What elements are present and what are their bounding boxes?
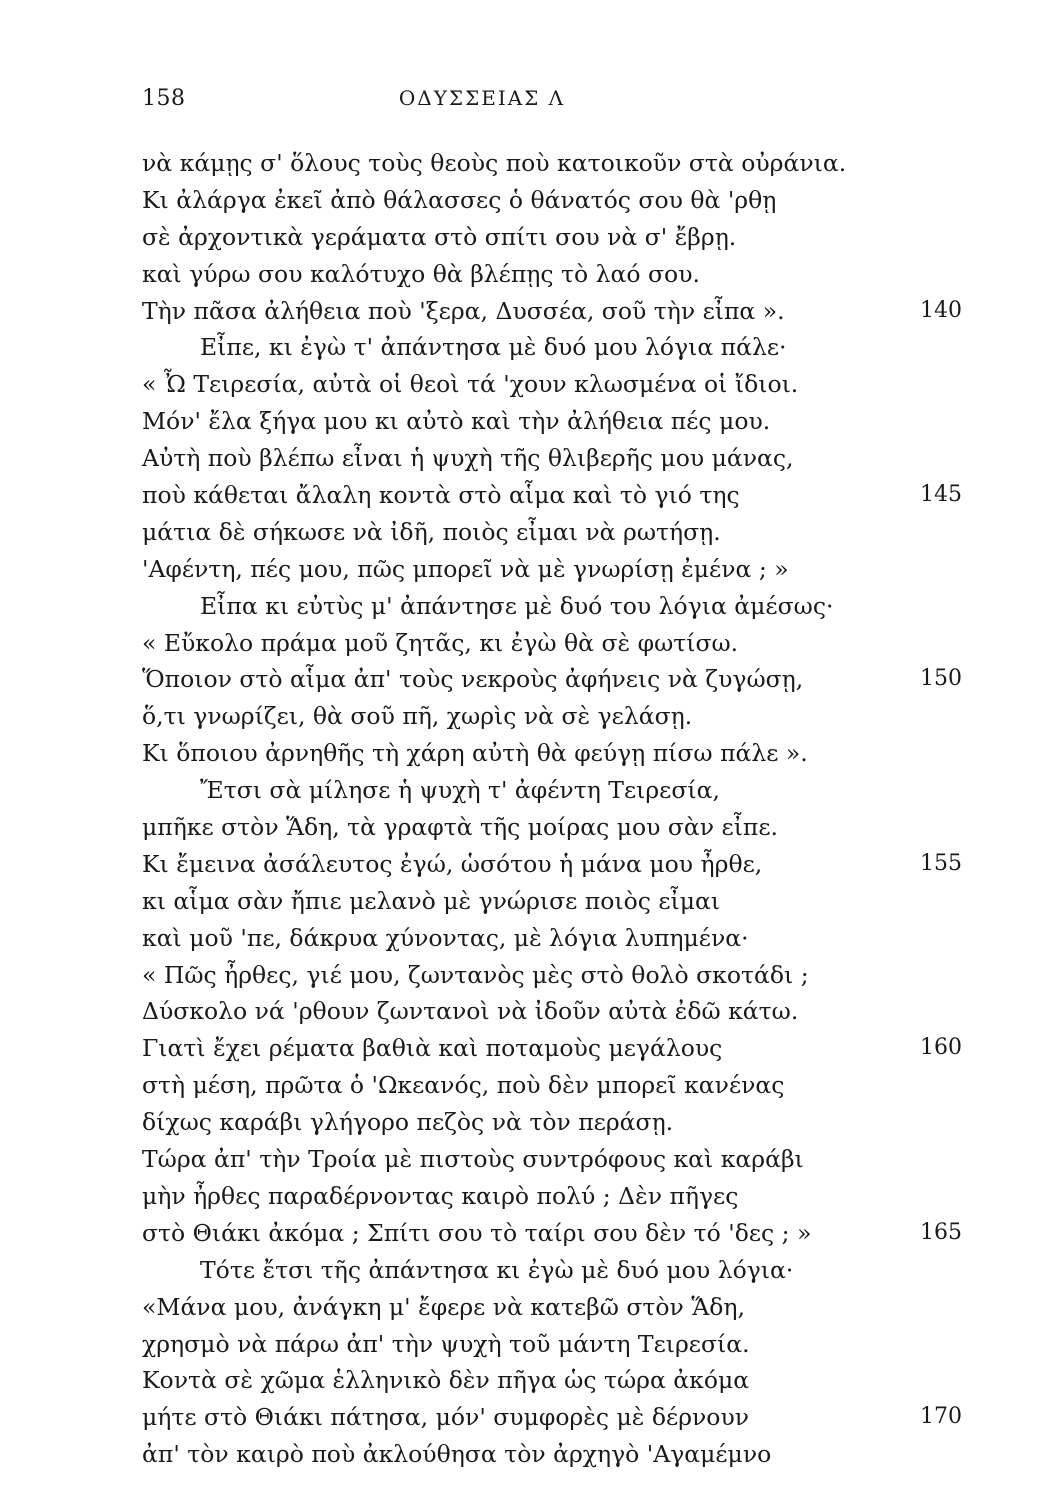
verse-line <box>142 366 962 403</box>
verse-line <box>142 1326 962 1363</box>
verse-text: Τότε ἔτσι τῆς ἀπάντησα κι ἐγὼ μὲ δυό μου λόγια· <box>200 1255 794 1284</box>
verse-line <box>142 1141 962 1178</box>
verse-text: Αὐτὴ ποὺ βλέπω εἶναι ἡ ψυχὴ τῆς θλιβερῆς μου μάνας, <box>142 444 794 473</box>
verse-text: μπῆκε στὸν Ἅδη, τὰ γραφτὰ τῆς μοίρας μου σὰν εἶπε. <box>142 813 779 842</box>
verse-line <box>142 403 962 440</box>
verse-text: Ὅποιον στὸ αἷμα ἀπ' τοὺς νεκροὺς ἀφήνεις νὰ ζυγώσῃ, <box>142 665 804 694</box>
verse-text: μὴν ἦρθες παραδέρνοντας καιρὸ πολύ ; Δὲν πῆγες <box>142 1181 739 1210</box>
verse-text: «Μάνα μου, ἀνάγκη μ' ἔφερε νὰ κατεβῶ στὸν Ἅδη, <box>142 1292 745 1321</box>
verse-line <box>142 1067 962 1104</box>
verse-text: « Ὦ Τειρεσία, αὐτὰ οἱ θεοὶ τά 'χουν κλωσμένα οἱ ἴδιοι. <box>142 370 799 399</box>
verse-text: ποὺ κάθεται ἄλαλη κοντὰ στὸ αἷμα καὶ τὸ γιό της <box>142 481 740 510</box>
verse-line <box>142 182 962 219</box>
verse-line <box>142 256 962 293</box>
verse-text: καὶ γύρω σου καλότυχο θὰ βλέπῃς τὸ λαό σου. <box>142 259 700 288</box>
verse-text: Κι ἀλάργα ἐκεῖ ἀπὸ θάλασσες ὁ θάνατός σου θὰ 'ρθῃ <box>142 185 777 214</box>
verse-line <box>142 957 962 994</box>
verse-text: Εἶπε, κι ἐγὼ τ' ἀπάντησα μὲ δυό μου λόγια πάλε· <box>200 333 787 362</box>
verse-line <box>142 514 962 551</box>
running-title: ΟΔΥΣΣΕΙΑΣ Λ <box>398 86 566 110</box>
verse-line <box>142 1399 962 1436</box>
verse-line <box>142 1104 962 1141</box>
verse-line <box>142 1289 962 1326</box>
verse-text: μάτια δὲ σήκωσε νὰ ἰδῆ, ποιὸς εἶμαι νὰ ρωτήσῃ. <box>142 517 721 546</box>
verse-line <box>142 145 962 182</box>
line-number: 170 <box>920 1404 962 1430</box>
page-header <box>142 86 822 116</box>
verse-line <box>142 551 962 588</box>
verse-text: Κοντὰ σὲ χῶμα ἑλληνικὸ δὲν πῆγα ὡς τώρα ἀκόμα <box>142 1366 750 1395</box>
verse-line <box>142 1030 962 1067</box>
line-number: 140 <box>920 297 962 323</box>
verse-line <box>142 588 962 625</box>
verse-text: δίχως καράβι γλήγορο πεζὸς νὰ τὸν περάσῃ. <box>142 1108 674 1137</box>
verse-line <box>142 219 962 256</box>
verse-text: Κι ὅποιου ἀρνηθῆς τὴ χάρη αὐτὴ θὰ φεύγῃ πίσω πάλε ». <box>142 739 808 768</box>
verse-line <box>142 1215 962 1252</box>
verse-text: Γιατὶ ἔχει ρέματα βαθιὰ καὶ ποταμοὺς μεγάλους <box>142 1034 723 1063</box>
verse-text: κι αἷμα σὰν ἤπιε μελανὸ μὲ γνώρισε ποιὸς εἶμαι <box>142 886 721 915</box>
verse-line <box>142 1252 962 1289</box>
verse-text: Ἔτσι σὰ μίλησε ἡ ψυχὴ τ' ἀφέντη Τειρεσία, <box>200 776 720 805</box>
verse-line <box>142 293 962 330</box>
verse-text: χρησμὸ νὰ πάρω ἀπ' τὴν ψυχὴ τοῦ μάντη Τειρεσία. <box>142 1329 750 1358</box>
verse-text: στὴ μέση, πρῶτα ὁ 'Ωκεανός, ποὺ δὲν μπορεῖ κανένας <box>142 1071 785 1100</box>
verse-text: « Εὔκολο πράμα μοῦ ζητᾶς, κι ἐγὼ θὰ σὲ φωτίσω. <box>142 628 739 657</box>
verse-text: Τώρα ἀπ' τὴν Τροία μὲ πιστοὺς συντρόφους καὶ καράβι <box>142 1145 804 1174</box>
verse-text: ὅ,τι γνωρίζει, θὰ σοῦ πῆ, χωρὶς νὰ σὲ γελάσῃ. <box>142 702 693 731</box>
verse-text: « Πῶς ἦρθες, γιέ μου, ζωντανὸς μὲς στὸ θολὸ σκοτάδι ; <box>142 960 809 989</box>
verse-line <box>142 698 962 735</box>
verse-text: Κι ἔμεινα ἀσάλευτος ἐγώ, ὡσότου ἡ μάνα μου ἦρθε, <box>142 849 763 878</box>
verse-text: μήτε στὸ Θιάκι πάτησα, μόν' συμφορὲς μὲ δέρνουν <box>142 1403 750 1432</box>
verse-line <box>142 440 962 477</box>
line-number: 160 <box>920 1035 962 1061</box>
verse-block <box>142 145 962 1473</box>
verse-line <box>142 1436 962 1473</box>
verse-line <box>142 661 962 698</box>
verse-line <box>142 625 962 662</box>
verse-line <box>142 993 962 1030</box>
line-number: 145 <box>920 482 962 508</box>
line-number: 150 <box>920 666 962 692</box>
verse-line <box>142 846 962 883</box>
line-number: 165 <box>920 1219 962 1245</box>
verse-line <box>142 1178 962 1215</box>
page-number: 158 <box>142 86 186 111</box>
line-number: 155 <box>920 850 962 876</box>
verse-text: Μόν' ἔλα ξήγα μου κι αὐτὸ καὶ τὴν ἀλήθεια πές μου. <box>142 407 771 436</box>
verse-line <box>142 809 962 846</box>
verse-line <box>142 329 962 366</box>
verse-text: νὰ κάμῃς σ' ὅλους τοὺς θεοὺς ποὺ κατοικοῦν στὰ οὐράνια. <box>142 149 847 177</box>
verse-line <box>142 477 962 514</box>
verse-text: σὲ ἀρχοντικὰ γεράματα στὸ σπίτι σου νὰ σ' ἔβρῃ. <box>142 222 737 251</box>
verse-text: ἀπ' τὸν καιρὸ ποὺ ἀκλούθησα τὸν ἀρχηγὸ 'Αγαμέμνο <box>142 1440 772 1469</box>
verse-text: στὸ Θιάκι ἀκόμα ; Σπίτι σου τὸ ταίρι σου δὲν τό 'δες ; » <box>142 1218 812 1247</box>
verse-line <box>142 883 962 920</box>
verse-text: Τὴν πᾶσα ἀλήθεια ποὺ 'ξερα, Δυσσέα, σοῦ τὴν εἶπα ». <box>142 296 785 325</box>
verse-text: Εἶπα κι εὐτὺς μ' ἀπάντησε μὲ δυό του λόγια ἀμέσως· <box>200 591 834 620</box>
verse-line <box>142 735 962 772</box>
verse-line <box>142 920 962 957</box>
verse-text: Δύσκολο νά 'ρθουν ζωντανοὶ νὰ ἰδοῦν αὐτὰ ἐδῶ κάτω. <box>142 997 799 1026</box>
verse-line <box>142 1362 962 1399</box>
verse-text: 'Αφέντη, πές μου, πῶς μπορεῖ νὰ μὲ γνωρίσῃ ἐμένα ; » <box>142 554 789 583</box>
verse-text: καὶ μοῦ 'πε, δάκρυα χύνοντας, μὲ λόγια λυπημένα· <box>142 923 749 952</box>
verse-line <box>142 772 962 809</box>
